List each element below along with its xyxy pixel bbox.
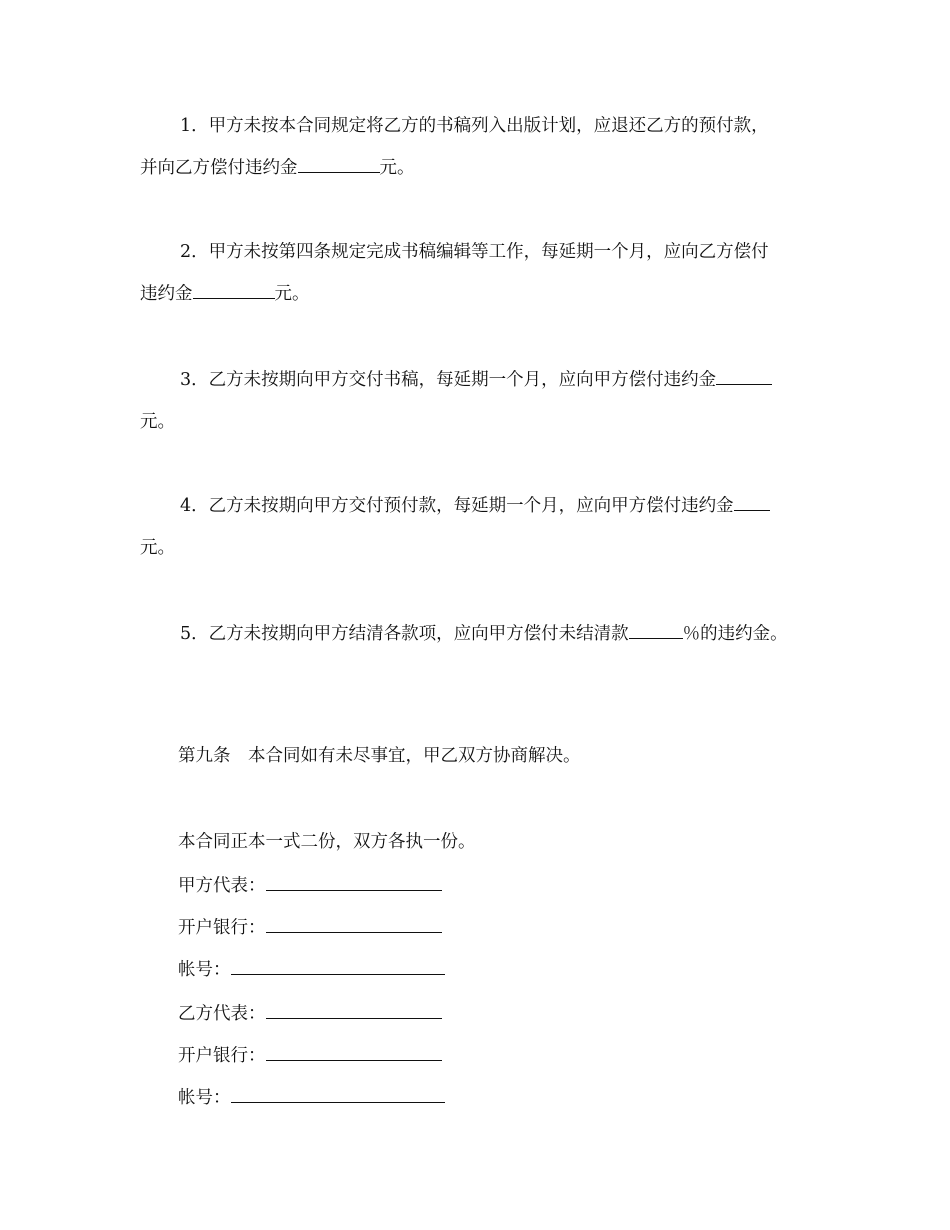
clause-2-line-2 (140, 282, 310, 306)
party-a-bank-label: 开户银行： (178, 918, 266, 938)
party-b-bank-field (178, 1044, 442, 1068)
party-b-representative-blank (266, 1003, 442, 1019)
clause-5-line-1 (180, 622, 788, 646)
article-9: 第九条 本合同如有未尽事宜，甲乙双方协商解决。 (178, 746, 581, 766)
copies-statement: 本合同正本一式二份，双方各执一份。 (178, 832, 476, 852)
party-b-representative-label: 乙方代表： (178, 1004, 266, 1024)
clause-2-line-1: 2．甲方未按第四条规定完成书稿编辑等工作，每延期一个月，应向乙方偿付 (180, 242, 769, 262)
party-a-bank-field (178, 916, 442, 940)
clause-3-text: 3．乙方未按期向甲方交付书稿，每延期一个月，应向甲方偿付违约金 (180, 370, 717, 390)
clause-5-suffix: ％的违约金。 (682, 624, 788, 644)
party-b-bank-label: 开户银行： (178, 1046, 266, 1066)
clause-5-text: 5．乙方未按期向甲方结清各款项，应向甲方偿付未结清款 (180, 624, 629, 644)
clause-4-line-1 (180, 494, 770, 518)
party-a-representative-label: 甲方代表： (178, 876, 266, 896)
clause-3-line-2: 元。 (140, 412, 175, 432)
clause-3-amount-blank (716, 369, 772, 385)
clause-1-line-2 (140, 156, 415, 180)
party-a-representative-blank (266, 875, 442, 891)
clause-1-unit: 元。 (379, 158, 415, 178)
clause-2-unit: 元。 (274, 284, 310, 304)
clause-4-amount-blank (734, 495, 770, 511)
party-b-account-blank (231, 1087, 445, 1103)
clause-1-amount-blank (298, 157, 380, 173)
party-a-bank-blank (266, 917, 442, 933)
clause-4-text: 4．乙方未按期向甲方交付预付款，每延期一个月，应向甲方偿付违约金 (180, 496, 734, 516)
clause-2-text: 违约金 (140, 284, 193, 304)
party-a-account-blank (231, 959, 445, 975)
party-a-representative-field (178, 874, 442, 898)
party-a-account-field (178, 958, 445, 982)
clause-1-text: 并向乙方偿付违约金 (140, 158, 298, 178)
clause-5-percent-blank (629, 623, 683, 639)
clause-2-amount-blank (193, 283, 275, 299)
clause-3-line-1 (180, 368, 772, 392)
party-b-bank-blank (266, 1045, 442, 1061)
party-b-account-field (178, 1086, 445, 1110)
party-a-account-label: 帐号： (178, 960, 231, 980)
party-b-representative-field (178, 1002, 442, 1026)
clause-4-line-2: 元。 (140, 538, 175, 558)
clause-1-line-1: 1．甲方未按本合同规定将乙方的书稿列入出版计划，应退还乙方的预付款， (180, 116, 769, 136)
party-b-account-label: 帐号： (178, 1088, 231, 1108)
